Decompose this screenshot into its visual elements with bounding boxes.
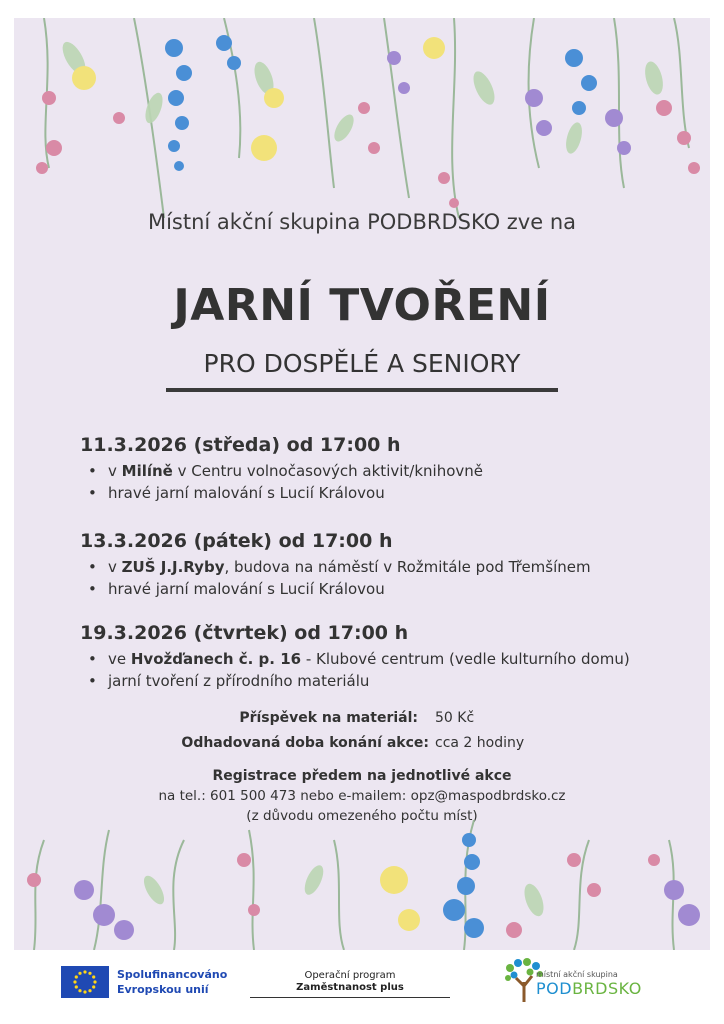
event-1: [80, 434, 680, 504]
mas-subtitle: místní akční skupina: [536, 970, 618, 979]
eu-cofunding-text: Spolufinancováno Evropskou unií: [117, 968, 228, 996]
event-location: • v Milíně v Centru volnočasových aktivit/knihovně: [80, 460, 680, 482]
registration-block: [14, 766, 710, 826]
event-activity: • hravé jarní malování s Lucií Královou: [80, 482, 680, 504]
intro-text: Místní akční skupina PODBRDSKO zve na: [147, 210, 577, 234]
op-program-name: Zaměstnanost plus: [296, 982, 404, 993]
event-location: • v ZUŠ J.J.Ryby, budova na náměstí v Rožmitále pod Třemšínem: [80, 556, 680, 578]
duration-value: cca 2 hodiny: [435, 735, 525, 751]
floral-decoration-bottom: [14, 820, 710, 950]
event-activity: • hravé jarní malování s Lucií Královou: [80, 578, 680, 600]
page-title: JARNÍ TVOŘENÍ: [173, 280, 551, 331]
mas-name: PODBRDSKO: [536, 979, 642, 998]
eu-flag-icon: [61, 966, 109, 998]
floral-decoration-top: [14, 18, 710, 228]
fee-value: 50 Kč: [435, 710, 475, 726]
event-date: 19.3.2026 (čtvrtek) od 17:00 h: [80, 622, 409, 644]
event-date: 11.3.2026 (středa) od 17:00 h: [80, 434, 401, 456]
op-program-underline: [250, 997, 450, 998]
title-divider: [166, 388, 558, 392]
footer-logos: [0, 950, 724, 1024]
poster: [14, 18, 710, 950]
registration-heading: Registrace předem na jednotlivé akce: [212, 768, 512, 784]
event-activity: • jarní tvoření z přírodního materiálu: [80, 670, 680, 692]
event-location: • ve Hvožďanech č. p. 16 - Klubové centrum (vedle kulturního domu): [80, 648, 680, 670]
page-subtitle: PRO DOSPĚLÉ A SENIORY: [203, 349, 521, 378]
event-3: [80, 622, 680, 692]
registration-contact: na tel.: 601 500 473 nebo e-mailem: opz@maspodbrdsko.cz: [158, 788, 566, 804]
op-program-label: Operační program: [304, 970, 396, 981]
duration-label: Odhadovaná doba konání akce:: [181, 735, 429, 751]
event-2: [80, 530, 680, 600]
fee-label: Příspěvek na materiál:: [239, 710, 418, 726]
event-date: 13.3.2026 (pátek) od 17:00 h: [80, 530, 393, 552]
registration-note: (z důvodu omezeného počtu míst): [246, 808, 478, 824]
